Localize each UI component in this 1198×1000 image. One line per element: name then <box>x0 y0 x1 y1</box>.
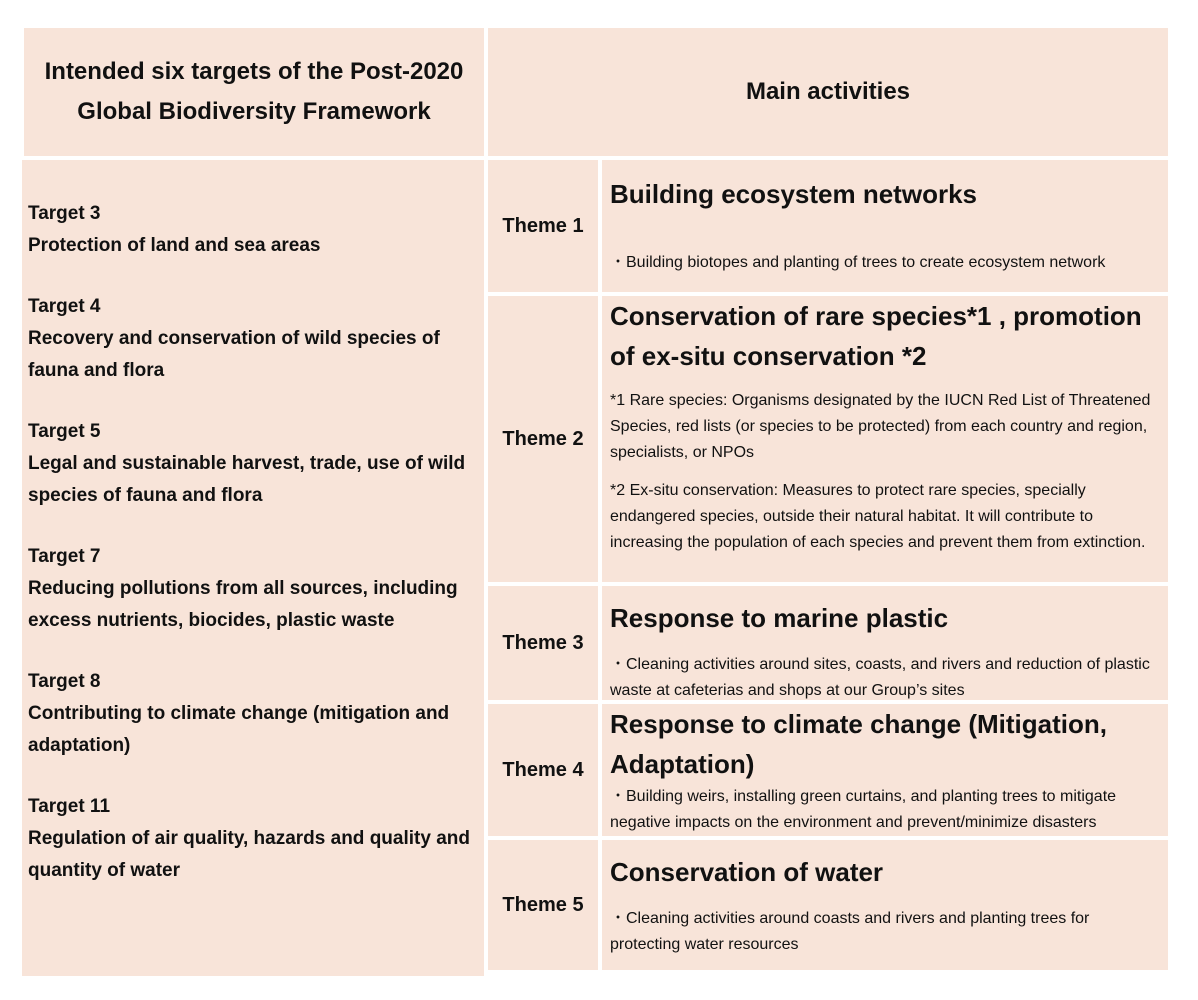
theme-description: ・Building biotopes and planting of trees to create ecosystem network <box>610 254 1106 271</box>
header-targets <box>24 28 484 156</box>
header-activities-text: Main activities <box>745 78 911 105</box>
theme-content <box>602 840 1168 970</box>
target-item <box>28 416 476 512</box>
theme-title: Response to climate change (Mitigation, Adaptation) <box>610 709 1107 779</box>
theme-label-cell <box>488 296 598 582</box>
header-activities <box>488 28 1168 156</box>
theme-footnote-1: *1 Rare species: Organisms designated by the IUCN Red List of Threatened Species, red lists (or species to be protected) from each country and region, specialists, or NPOs <box>610 392 1151 461</box>
theme-label-cell <box>488 840 598 970</box>
target-item <box>28 541 476 637</box>
targets-column <box>22 160 484 976</box>
target-name: Target 3 <box>28 203 101 224</box>
theme-content <box>602 586 1168 700</box>
theme-footnote-2: *2 Ex-situ conservation: Measures to protect rare species, specially endangered species, outside their natural habitat. It will contribute to increasing the population of each species and prevent them from extinction. <box>610 482 1146 551</box>
target-name: Target 8 <box>28 671 101 692</box>
theme-description: ・Cleaning activities around coasts and rivers and planting trees for protecting water resources <box>610 910 1090 953</box>
theme-description: ・Building weirs, installing green curtains, and planting trees to mitigate negative impacts on the environment and prevent/minimize disasters <box>610 788 1117 831</box>
theme-label: Theme 1 <box>502 214 584 237</box>
theme-title: Conservation of water <box>610 857 884 887</box>
target-description: Contributing to climate change (mitigation and adaptation) <box>28 703 450 756</box>
theme-title: Response to marine plastic <box>610 603 949 633</box>
target-item <box>28 291 476 387</box>
target-name: Target 11 <box>28 796 111 817</box>
theme-label: Theme 3 <box>502 631 584 654</box>
target-item <box>28 666 476 762</box>
theme-label: Theme 5 <box>502 893 584 916</box>
theme-title: Building ecosystem networks <box>610 179 977 209</box>
theme-content <box>602 704 1168 836</box>
theme-label: Theme 2 <box>502 427 584 450</box>
target-description: Reducing pollutions from all sources, including excess nutrients, biocides, plastic waste <box>28 578 458 631</box>
theme-title: Conservation of rare species*1 , promotion of ex-situ conservation *2 <box>610 301 1142 371</box>
target-name: Target 5 <box>28 421 101 442</box>
theme-description: ・Cleaning activities around sites, coasts, and rivers and reduction of plastic waste at cafeterias and shops at our Group’s sites <box>610 656 1150 699</box>
target-description: Protection of land and sea areas <box>28 235 321 256</box>
target-item <box>28 791 476 887</box>
target-description: Recovery and conservation of wild species of fauna and flora <box>28 328 440 381</box>
theme-label: Theme 4 <box>502 758 584 781</box>
theme-label-cell <box>488 704 598 836</box>
target-name: Target 4 <box>28 296 101 317</box>
target-description: Regulation of air quality, hazards and quality and quantity of water <box>28 828 470 881</box>
target-item <box>28 198 476 262</box>
target-description: Legal and sustainable harvest, trade, use of wild species of fauna and flora <box>28 453 466 506</box>
theme-label-cell <box>488 586 598 700</box>
theme-content <box>602 296 1168 582</box>
header-targets-text: Intended six targets of the Post-2020 Global Biodiversity Framework <box>44 58 464 125</box>
target-name: Target 7 <box>28 546 101 567</box>
theme-label-cell <box>488 160 598 292</box>
theme-content <box>602 160 1168 292</box>
